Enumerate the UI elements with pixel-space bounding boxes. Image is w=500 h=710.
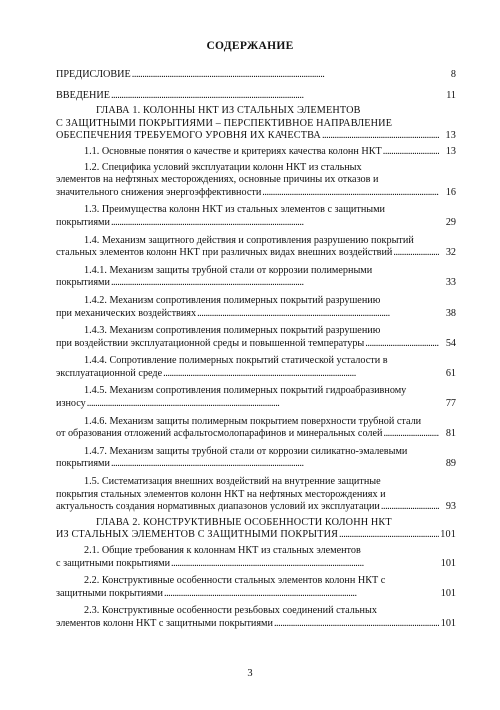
toc-entry-text: покрытиями: [56, 277, 110, 289]
toc-entry-text: 2.2. Конструктивные особенности стальных элементов колонн НКТ с: [84, 575, 386, 587]
toc-entry-text: значительного снижения энергоэффективности: [56, 186, 262, 198]
toc-entry-text: при воздействии эксплуатационной среды и повышенной температуры: [56, 337, 365, 349]
toc-entry-text: С ЗАЩИТНЫМИ ПОКРЫТИЯМИ – ПЕРСПЕКТИВНОЕ НАПРАВЛЕНИЕ: [56, 117, 393, 129]
toc-entry-page: 32: [445, 247, 456, 259]
toc-entry-text: 1.4.5. Механизм сопротивления полимерных покрытий гидроабразивному: [84, 385, 407, 397]
toc-entry-1-3[interactable]: [56, 204, 456, 229]
toc-entry-page: 61: [445, 367, 456, 379]
toc-entry-1-4-2[interactable]: [56, 295, 456, 320]
toc-entry-1-4[interactable]: [56, 235, 456, 260]
toc-entry-text: при механических воздействиях: [56, 307, 197, 319]
toc-entry-1-4-5[interactable]: [56, 385, 456, 410]
toc-entry-text: 1.2. Специфика условий эксплуатации колонн НКТ из стальных: [84, 161, 362, 173]
toc-entry-2-2[interactable]: [56, 575, 456, 600]
toc-entry-page: 8: [450, 69, 456, 80]
toc-entry-text: актуальность создания нормативных диапазонов условий их эксплуатации: [56, 501, 380, 513]
toc-entry-text: 2.3. Конструктивные особенности резьбовых соединений стальных: [84, 605, 377, 617]
toc-entry-1-4-4[interactable]: [56, 355, 456, 380]
toc-entry-page: 101: [440, 587, 456, 599]
toc-entry-text: 2.1. Общие требования к колоннам НКТ из стальных элементов: [84, 545, 361, 556]
toc-entry-text: 1.5. Систематизация внешних воздействий на внутренние защитные: [84, 476, 381, 488]
toc-entry-text: ГЛАВА 1. КОЛОННЫ НКТ ИЗ СТАЛЬНЫХ ЭЛЕМЕНТОВ: [96, 105, 361, 117]
toc-entry-text: ВВЕДЕНИЕ: [56, 89, 110, 101]
toc-entry-1-5[interactable]: [56, 476, 456, 514]
toc-entry-2-1[interactable]: [56, 545, 456, 570]
toc-title: СОДЕРЖАНИЕ: [206, 40, 294, 52]
toc-entry-text: 1.4.4. Сопротивление полимерных покрытий статической усталости в: [84, 355, 388, 367]
toc-entry-page: 54: [445, 337, 456, 349]
toc-entry-text: от образования отложений асфальтосмолопарафинов и минеральных солей: [56, 428, 383, 440]
toc-entry-text: стальных элементов колонн НКТ при различных видах внешних воздействий: [56, 247, 393, 259]
toc-entry-page: 11: [446, 89, 456, 101]
toc-entry-text: покрытиями: [56, 458, 110, 470]
page-number: 3: [247, 668, 253, 679]
toc-entry-2-3[interactable]: [56, 605, 456, 630]
toc-entry-text: 1.1. Основные понятия о качестве и критериях качества колонн НКТ: [84, 145, 382, 157]
toc-entry-page: 89: [445, 458, 456, 470]
toc-entry-page: 13: [445, 145, 456, 157]
toc-entry-text: покрытия стальных элементов колонн НКТ на нефтяных месторождениях и: [56, 488, 386, 500]
toc-entry-page: 101: [440, 617, 456, 629]
toc-entry-preface[interactable]: [56, 69, 456, 82]
toc-entry-chapter-2[interactable]: [56, 517, 456, 542]
toc-entry-1-4-6[interactable]: [56, 416, 456, 441]
toc-entry-page: 81: [445, 428, 456, 440]
toc-entry-text: эксплуатационной среде: [56, 367, 163, 379]
toc-entry-text: 1.4. Механизм защитного действия и сопротивления разрушению покрытий: [84, 234, 414, 246]
toc-entry-1-1[interactable]: [56, 146, 456, 159]
toc-entry-text: ОБЕСПЕЧЕНИЯ ТРЕБУЕМОГО УРОВНЯ ИХ КАЧЕСТВА: [56, 130, 321, 142]
toc-entry-text: элементов колонн НКТ с защитными покрытиями: [56, 617, 273, 629]
toc-entry-text: с защитными покрытиями: [56, 557, 171, 569]
toc-entry-page: 77: [445, 398, 456, 410]
toc-entry-text: защитными покрытиями: [56, 587, 163, 599]
toc-entry-page: 101: [440, 557, 456, 569]
toc-entry-text: 1.3. Преимущества колонн НКТ из стальных элементов с защитными: [84, 204, 386, 216]
toc-entry-1-4-7[interactable]: [56, 446, 456, 471]
toc-entry-1-2[interactable]: [56, 162, 456, 200]
toc-entry-text: ПРЕДИСЛОВИЕ: [56, 69, 131, 80]
toc-entry-text: ИЗ СТАЛЬНЫХ ЭЛЕМЕНТОВ С ЗАЩИТНЫМИ ПОКРЫТИЯ: [56, 529, 339, 541]
toc-entry-page: 16: [445, 186, 456, 198]
toc-entry-text: 1.4.7. Механизм защиты трубной стали от коррозии силикатно-эмалевыми: [84, 445, 408, 457]
toc-entry-page: 38: [445, 307, 456, 319]
toc-entry-text: износу: [56, 398, 86, 410]
toc-entry-introduction[interactable]: [56, 90, 456, 103]
toc-entry-text: ГЛАВА 2. КОНСТРУКТИВНЫЕ ОСОБЕННОСТИ КОЛОНН НКТ: [96, 516, 392, 528]
toc-entry-text: 1.4.3. Механизм сопротивления полимерных покрытий разрушению: [84, 325, 381, 337]
toc-entry-page: 33: [445, 277, 456, 289]
toc-entry-chapter-1[interactable]: [56, 105, 456, 143]
toc-entry-text: 1.4.2. Механизм сопротивления полимерных покрытий разрушению: [84, 294, 381, 306]
toc-entry-page: 29: [445, 216, 456, 228]
table-of-contents: [56, 69, 456, 631]
toc-entry-text: 1.4.1. Механизм защиты трубной стали от коррозии полимерными: [84, 264, 373, 276]
toc-entry-page: 13: [445, 130, 456, 142]
toc-entry-1-4-3[interactable]: [56, 325, 456, 350]
toc-entry-1-4-1[interactable]: [56, 265, 456, 290]
toc-entry-text: покрытиями: [56, 216, 110, 228]
toc-entry-page: 93: [445, 501, 456, 513]
toc-entry-page: 101: [440, 529, 456, 541]
toc-entry-text: 1.4.6. Механизм защиты полимерным покрытием поверхности трубной стали: [84, 415, 422, 427]
toc-entry-text: элементов на нефтяных месторождениях, основные причины их отказов и: [56, 174, 379, 186]
